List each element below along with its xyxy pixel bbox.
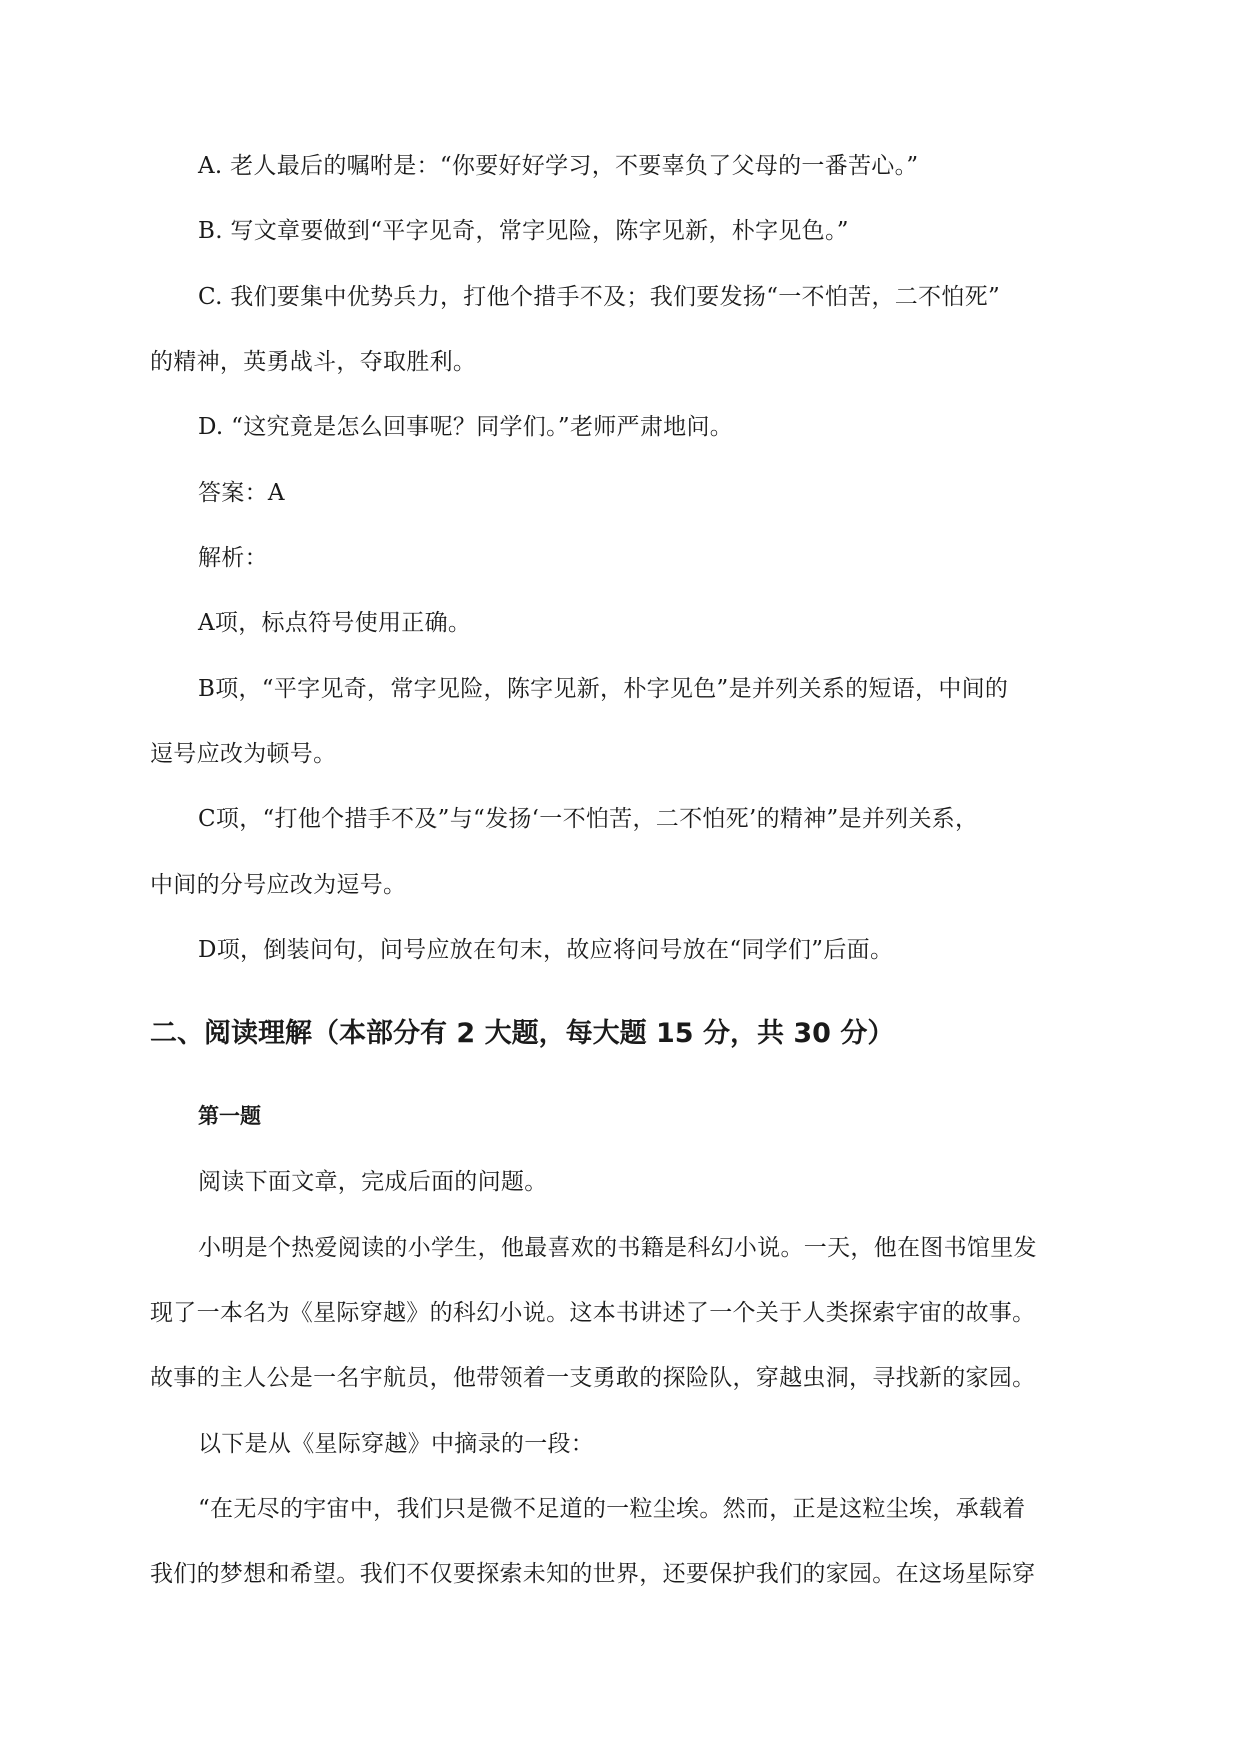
answer-label: 答案：A [198,480,285,506]
section-heading: 二、阅读理解（本部分有 2 大题，每大题 15 分，共 30 分） [150,1018,895,1049]
option-a: A. 老人最后的嘱咐是：“你要好好学习，不要辜负了父母的一番苦心。” [198,153,919,179]
passage-line: 故事的主人公是一名宇航员，他带领着一支勇敢的探险队，穿越虫洞，寻找新的家园。 [150,1365,1036,1391]
analysis-d: D项，倒装问句，问号应放在句末，故应将问号放在“同学们”后面。 [198,937,894,963]
analysis-label: 解析： [198,545,268,571]
analysis-c-line-2: 中间的分号应改为逗号。 [150,872,407,898]
analysis-c-line-1: C项，“打他个措手不及”与“发扬‘一不怕苦，二不怕死’的精神”是并列关系， [198,806,979,832]
option-c-line-2: 的精神，英勇战斗，夺取胜利。 [150,349,477,375]
passage-line: 小明是个热爱阅读的小学生，他最喜欢的书籍是科幻小说。一天，他在图书馆里发 [198,1235,1037,1261]
question-title: 第一题 [198,1104,261,1128]
passage-line: 我们的梦想和希望。我们不仅要探索未知的世界，还要保护我们的家园。在这场星际穿 [150,1561,1036,1587]
analysis-b-line-1: B项，“平字见奇，常字见险，陈字见新，朴字见色”是并列关系的短语，中间的 [198,676,1009,702]
reading-instruction: 阅读下面文章，完成后面的问题。 [198,1169,548,1195]
analysis-b-line-2: 逗号应改为顿号。 [150,741,337,767]
passage-line: “在无尽的宇宙中，我们只是微不足道的一粒尘埃。然而，正是这粒尘埃，承载着 [198,1496,1026,1522]
option-b: B. 写文章要做到“平字见奇，常字见险，陈字见新，朴字见色。” [198,218,849,244]
option-d: D. “这究竟是怎么回事呢？同学们。”老师严肃地问。 [198,414,734,440]
passage-line: 现了一本名为《星际穿越》的科幻小说。这本书讲述了一个关于人类探索宇宙的故事。 [150,1300,1036,1326]
option-c-line-1: C. 我们要集中优势兵力，打他个措手不及；我们要发扬“一不怕苦，二不怕死” [198,284,1001,310]
passage-line: 以下是从《星际穿越》中摘录的一段： [198,1431,595,1457]
analysis-a: A项，标点符号使用正确。 [198,610,472,636]
